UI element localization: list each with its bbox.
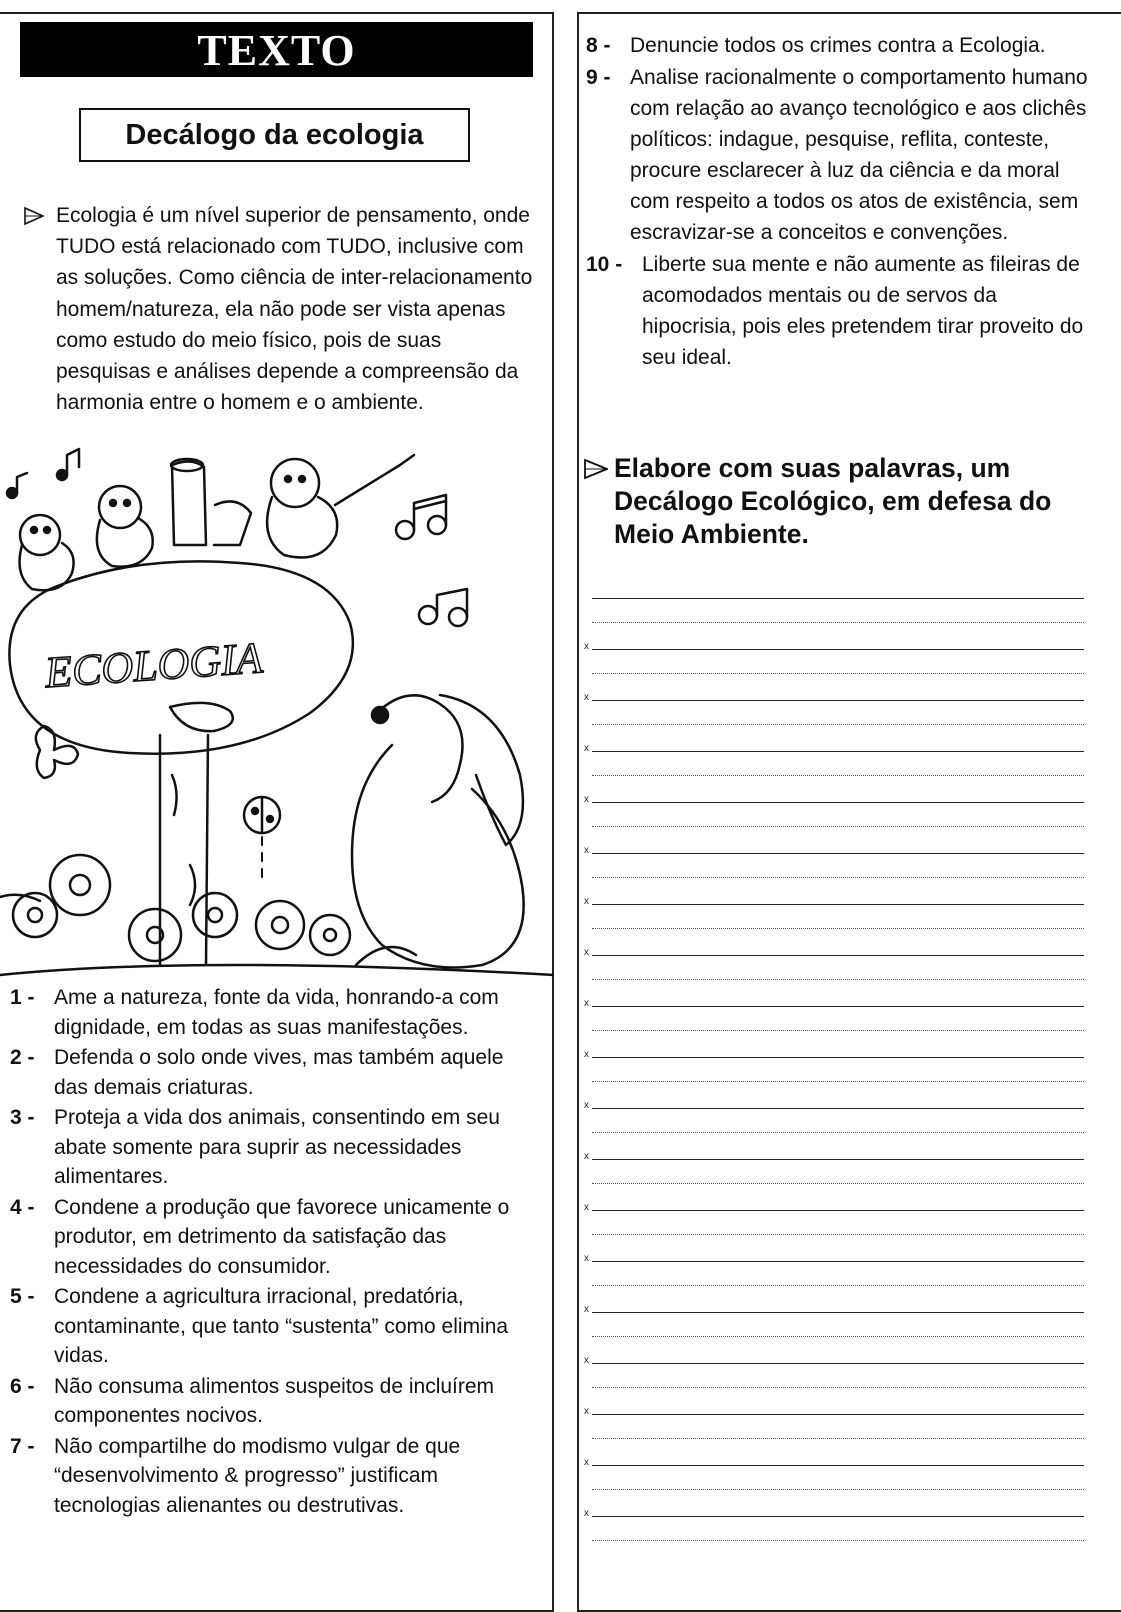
writing-line[interactable] <box>584 1406 1084 1465</box>
writing-line-guide <box>592 1132 1084 1133</box>
decalogue-item-8: 8 - Denuncie todos os crimes contra a Ecologia. <box>586 34 1046 57</box>
writing-line-rule <box>592 1261 1084 1262</box>
line-mark: x <box>584 998 589 1009</box>
intro-paragraph <box>24 200 534 418</box>
decalogue-list-right <box>586 30 1091 374</box>
writing-line-rule <box>592 955 1084 956</box>
line-mark: x <box>584 692 589 703</box>
writing-line[interactable] <box>584 794 1084 853</box>
music-note-icon <box>7 449 467 626</box>
decalogue-list-left <box>10 983 530 1521</box>
line-mark: x <box>584 1406 589 1417</box>
writing-line-rule <box>592 904 1084 905</box>
writing-line-rule <box>592 853 1084 854</box>
writing-line[interactable] <box>584 1151 1084 1210</box>
ecology-illustration <box>0 445 554 1005</box>
rabbit-icon <box>352 695 524 968</box>
decalogue-item-2: 2 - Defenda o solo onde vives, mas também aquele das demais criaturas. <box>10 1046 504 1099</box>
line-mark: x <box>584 743 589 754</box>
line-mark: x <box>584 896 589 907</box>
writing-line-guide <box>592 1234 1084 1235</box>
writing-line-rule <box>592 1516 1084 1517</box>
writing-line[interactable] <box>584 896 1084 955</box>
writing-line-guide <box>592 1081 1084 1082</box>
line-mark: x <box>584 845 589 856</box>
sign-text: ECOLOGIA <box>43 633 265 698</box>
writing-line-guide <box>592 1336 1084 1337</box>
decalogue-item-5: 5 - Condene a agricultura irracional, predatória, contaminante, que tanto “sustenta” como elimina vidas. <box>10 1285 509 1367</box>
task-text: Elabore com suas palavras, um Decálogo Ecológico, em defesa do Meio Ambiente. <box>614 453 1052 549</box>
writing-line[interactable] <box>584 1508 1084 1567</box>
page-title: Decálogo da ecologia <box>79 108 470 162</box>
decalogue-item-3: 3 - Proteja a vida dos animais, consentindo em seu abate somente para suprir as necessidades alimentares. <box>10 1106 500 1188</box>
decalogue-item-7: 7 - Não compartilhe do modismo vulgar de que “desenvolvimento & progresso” justificam tecnologias alienantes ou destrutivas. <box>10 1434 461 1517</box>
writing-line[interactable] <box>584 598 1084 649</box>
line-mark: x <box>584 947 589 958</box>
writing-line[interactable] <box>584 1355 1084 1414</box>
writing-line-guide <box>592 979 1084 980</box>
decalogue-item-6: 6 - Não consuma alimentos suspeitos de incluírem componentes nocivos. <box>10 1374 495 1427</box>
writing-line-guide <box>592 1183 1084 1184</box>
writing-line-guide <box>592 1387 1084 1388</box>
task-instruction <box>584 452 1094 551</box>
line-mark: x <box>584 1202 589 1213</box>
writing-line-rule <box>592 1414 1084 1415</box>
writing-line-guide <box>592 1030 1084 1031</box>
writing-lines <box>584 598 1084 1567</box>
line-mark: x <box>584 1049 589 1060</box>
decalogue-item-10: 10 - Liberte sua mente e não aumente as fileiras de acomodados mentais ou de servos da hipocrisia, pois eles pretendem tirar proveito do seu ideal. <box>586 253 1084 369</box>
writing-line-rule <box>592 1465 1084 1466</box>
writing-line[interactable] <box>584 1304 1084 1363</box>
decalogue-item-4: 4 - Condene a produção que favorece unicamente o produtor, em detrimento da satisfação das necessidades do consumidor. <box>10 1195 510 1278</box>
writing-line-guide <box>592 1285 1084 1286</box>
section-banner: TEXTO <box>20 22 533 77</box>
writing-line-rule <box>592 598 1084 599</box>
line-mark: x <box>584 1355 589 1366</box>
writing-line-guide <box>592 928 1084 929</box>
writing-line[interactable] <box>584 1253 1084 1312</box>
butterfly-icon <box>36 726 78 778</box>
line-mark: x <box>584 1304 589 1315</box>
decalogue-item-9: 9 - Analise racionalmente o comportamento humano com relação ao avanço tecnológico e aos clichês políticos: indague, pesquise, reflita, conteste, procure esclarecer à luz da ciência e da moral com respeito a todos os atos de existência, sem escravizar-se a conceitos e convenções. <box>586 66 1088 244</box>
writing-line[interactable] <box>584 1100 1084 1159</box>
writing-line-rule <box>592 1057 1084 1058</box>
line-mark: x <box>584 641 589 652</box>
writing-line[interactable] <box>584 692 1084 751</box>
writing-line-guide <box>592 1489 1084 1490</box>
writing-line-rule <box>592 1006 1084 1007</box>
arrow-pointer-icon <box>24 206 44 226</box>
writing-line[interactable] <box>584 947 1084 1006</box>
writing-line-rule <box>592 1210 1084 1211</box>
line-mark: x <box>584 1457 589 1468</box>
writing-line-rule <box>592 700 1084 701</box>
writing-line-rule <box>592 1159 1084 1160</box>
line-mark: x <box>584 1508 589 1519</box>
writing-line-guide <box>592 724 1084 725</box>
writing-line[interactable] <box>584 1457 1084 1516</box>
writing-line[interactable] <box>584 1049 1084 1108</box>
intro-text: Ecologia é um nível superior de pensamento, onde TUDO está relacionado com TUDO, inclusive com as soluções. Como ciência de inter-relacionamento homem/natureza, ela não pode ser vista apenas como estudo do meio físico, pois de suas pesquisas e análises depende a compreensão da harmonia entre o homem e o ambiente. <box>56 204 533 415</box>
writing-line-guide <box>592 1540 1084 1541</box>
writing-line-rule <box>592 751 1084 752</box>
writing-line-guide <box>592 673 1084 674</box>
writing-line-guide <box>592 775 1084 776</box>
writing-line-guide <box>592 877 1084 878</box>
writing-line-guide <box>592 826 1084 827</box>
line-mark: x <box>584 1151 589 1162</box>
arrow-pointer-icon <box>584 458 608 480</box>
decalogue-item-1: 1 - Ame a natureza, fonte da vida, honrando-a com dignidade, em todas as suas manifestações. <box>10 986 499 1039</box>
bird-icon <box>20 455 414 590</box>
writing-line[interactable] <box>584 845 1084 904</box>
writing-line-rule <box>592 649 1084 650</box>
line-mark: x <box>584 794 589 805</box>
writing-line[interactable] <box>584 743 1084 802</box>
writing-line[interactable] <box>584 641 1084 700</box>
writing-line-guide <box>592 622 1084 623</box>
writing-line-rule <box>592 1108 1084 1109</box>
writing-line[interactable] <box>584 998 1084 1057</box>
line-mark: x <box>584 1253 589 1264</box>
writing-line-rule <box>592 802 1084 803</box>
flower-icon <box>0 855 554 975</box>
writing-line-rule <box>592 1312 1084 1313</box>
ladybug-icon <box>244 797 280 877</box>
writing-line-rule <box>592 1363 1084 1364</box>
writing-line[interactable] <box>584 1202 1084 1261</box>
line-mark: x <box>584 1100 589 1111</box>
writing-line-guide <box>592 1438 1084 1439</box>
